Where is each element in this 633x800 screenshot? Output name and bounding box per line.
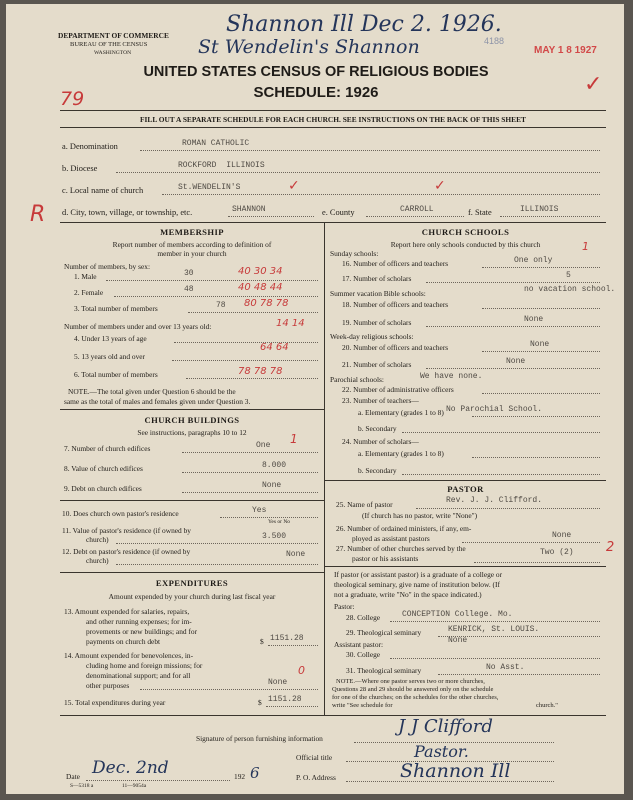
header-rule-bottom [60, 127, 606, 128]
q14-line [140, 689, 318, 690]
q13-value: 1151.28 [270, 634, 304, 643]
table-bottom-rule [60, 715, 606, 716]
q4-label: 4. Under 13 years of age [74, 334, 147, 343]
q17-value: 5 [566, 271, 571, 280]
q27-label-line2: pastor or his assistants [352, 554, 419, 563]
pastor-note-line5: church." [536, 702, 558, 709]
q14-label-line3: denominational support; and for all [86, 671, 191, 680]
state-label: f. State [468, 208, 492, 217]
q26-line [462, 542, 600, 543]
q11-value: 3.500 [262, 532, 287, 541]
by-sex-label: Number of members, by sex: [64, 262, 150, 271]
q15-line [266, 706, 318, 707]
q24b-line [402, 474, 600, 475]
q23a-line [472, 416, 600, 417]
buildings-subheading: See instructions, paragraphs 10 to 12 [137, 428, 247, 437]
po-address-label: P. O. Address [296, 773, 336, 782]
q7-value: One [256, 441, 271, 450]
parochial-schools-label: Parochial schools: [330, 375, 384, 384]
q20-value: None [530, 340, 550, 349]
q14-label-line4: other purposes [86, 681, 130, 690]
q9-label: 9. Debt on church edifices [64, 484, 142, 493]
q7-line [182, 452, 318, 453]
yes-no-caption: Yes or No [268, 519, 291, 525]
assistant-pastor-subheading: Assistant pastor: [334, 640, 384, 649]
q30-line [390, 658, 600, 659]
q19-label: 19. Number of scholars [342, 318, 412, 327]
q12-label-line2: church) [86, 556, 109, 565]
expenditures-subheading: Amount expended by your church during last fiscal year [108, 592, 276, 601]
q3-line [188, 312, 318, 313]
q4-line [174, 342, 318, 343]
q15-label: 15. Total expenditures during year [64, 698, 166, 707]
q14-value: None [268, 678, 288, 687]
q18-line [482, 308, 600, 309]
q8-line [182, 472, 318, 473]
q2-red-correction: 40 48 44 [238, 282, 283, 293]
q26-value: None [552, 531, 572, 540]
q14-red-correction: 0 [298, 664, 305, 677]
q27-red-correction: 2 [606, 540, 615, 555]
signature-value: J J Clifford [398, 716, 493, 737]
handwritten-heading-line2: St Wendelin's Shannon [198, 36, 420, 58]
denomination-value: ROMAN CATHOLIC [182, 139, 250, 148]
q8-label: 8. Value of church edifices [64, 464, 143, 473]
county-line [366, 216, 464, 217]
date-year-digit: 6 [250, 764, 260, 782]
po-address-value: Shannon Ill [400, 760, 511, 782]
q28-label: 28. College [346, 613, 381, 622]
q14-label-line1: 14. Amount expended for benevolences, in- [64, 651, 194, 660]
membership-bottom-rule [60, 409, 324, 410]
graduate-instruction-line2: theological seminary, give name of institution below. (If [334, 580, 500, 589]
membership-intro-line2: member in your church [157, 249, 227, 258]
q5-line [172, 360, 318, 361]
red-number-annotation: 79 [60, 88, 85, 110]
official-title-value: Pastor. [414, 742, 469, 761]
q23a-label: a. Elementary (grades 1 to 8) [358, 408, 444, 417]
schools-intro: Report here only schools conducted by this church [390, 240, 541, 249]
membership-heading: MEMBERSHIP [160, 227, 224, 237]
q24-label: 24. Number of scholars— [342, 437, 419, 446]
pastor-note-line2: Questions 28 and 29 should be answered only on the schedule [332, 686, 494, 693]
q13-label-line4: payments on church debt [86, 637, 161, 646]
official-title-label: Official title [296, 753, 333, 762]
received-date-stamp: MAY 1 8 1927 [534, 45, 597, 56]
q26-label-line1: 26. Number of ordained ministers, if any, em- [336, 524, 472, 533]
q10-label: 10. Does church own pastor's residence [62, 509, 179, 518]
q25-value: Rev. J. J. Clifford. [446, 496, 543, 505]
q6-red-correction: 78 78 78 [238, 366, 283, 377]
q22-line [482, 393, 600, 394]
q3-red-correction: 80 78 78 [244, 298, 289, 309]
q9-value: None [262, 481, 282, 490]
q12-value: None [286, 550, 306, 559]
date-value: Dec. 2nd [92, 758, 169, 778]
q29-label: 29. Theological seminary [346, 628, 422, 637]
q16-value: One only [514, 256, 553, 265]
q7-red-correction: 1 [290, 432, 298, 446]
membership-note-line2: same as the total of males and females given under Question 3. [64, 397, 251, 406]
q19-value: None [524, 315, 544, 324]
q23-label: 23. Number of teachers— [342, 396, 419, 405]
q11-label-line1: 11. Value of pastor's residence (if owned by [62, 526, 191, 535]
buildings-mid-rule [60, 500, 324, 501]
sunday-schools-label: Sunday schools: [330, 249, 379, 258]
q1-value: 30 [184, 269, 194, 278]
q13-dollar-sign: $ [260, 637, 264, 646]
q27-value: Two (2) [540, 548, 574, 557]
buildings-bottom-rule [60, 572, 324, 573]
signature-label: Signature of person furnishing information [196, 734, 323, 743]
denomination-line [140, 150, 600, 151]
form-number-2: 11—9054a [122, 783, 147, 789]
q21-label: 21. Number of scholars [342, 360, 412, 369]
state-line [500, 216, 600, 217]
graduate-instruction-line1: If pastor (or assistant pastor) is a graduate of a college or [334, 570, 503, 579]
q23b-label: b. Secondary [358, 424, 397, 433]
q25-line [416, 508, 600, 509]
table-top-rule [60, 222, 606, 223]
red-check-mark: ✓ [434, 178, 446, 194]
instruction-line: FILL OUT A SEPARATE SCHEDULE FOR EACH CHURCH. SEE INSTRUCTIONS ON THE BACK OF THIS SHEET [140, 115, 526, 124]
q12-line [116, 564, 318, 565]
q16-line [482, 267, 600, 268]
q13-label-line1: 13. Amount expended for salaries, repairs, [64, 607, 190, 616]
date-label: Date [66, 772, 80, 781]
q2-value: 48 [184, 285, 194, 294]
q3-value: 78 [216, 301, 226, 310]
q19-line [426, 326, 600, 327]
q14-label-line2: cluding home and foreign missions; for [86, 661, 203, 670]
q26-label-line2: ployed as assistant pastors [352, 534, 430, 543]
pastor-mid-rule [325, 566, 606, 567]
pastor-subheading: Pastor: [334, 602, 355, 611]
q24a-label: a. Elementary (grades 1 to 8) [358, 449, 444, 458]
q13-line [268, 645, 318, 646]
diocese-label: b. Diocese [62, 164, 98, 173]
q2-line [114, 296, 318, 297]
pastor-heading: PASTOR [447, 484, 484, 494]
q17-line [426, 282, 600, 283]
schools-heading: CHURCH SCHOOLS [421, 227, 510, 237]
county-label: e. County [322, 208, 355, 217]
q12-label-line1: 12. Debt on pastor's residence (if owned by [62, 547, 191, 556]
diocese-line [116, 172, 600, 173]
q17-label: 17. Number of scholars [342, 274, 412, 283]
q8-value: 8.000 [262, 461, 287, 470]
q10-line [220, 517, 318, 518]
city-label: d. City, town, village, or township, etc. [62, 208, 193, 217]
q31-line [438, 674, 600, 675]
weekday-schools-label: Week-day religious schools: [330, 332, 414, 341]
schedule-year: SCHEDULE: 1926 [253, 84, 379, 101]
census-schedule-form [6, 4, 624, 794]
header-rule-top [60, 110, 606, 111]
q28-line [390, 621, 600, 622]
local-name-value: St.WENDELIN'S [178, 183, 241, 192]
q31-value: No Asst. [486, 663, 525, 672]
q27-line [474, 562, 600, 563]
schools-bottom-rule [325, 480, 606, 481]
q30-label: 30. College [346, 650, 381, 659]
membership-intro-line1: Report number of members according to definition of [112, 240, 272, 249]
local-name-label: c. Local name of church [62, 186, 144, 195]
membership-note-line1: NOTE.—The total given under Question 6 should be the [68, 387, 236, 396]
city-name: WASHINGTON [94, 50, 132, 56]
parochial-schools-value: We have none. [420, 372, 483, 381]
q10-value: Yes [252, 506, 267, 515]
column-divider [324, 222, 325, 716]
q25-label: 25. Name of pastor [336, 500, 393, 509]
q7-label: 7. Number of church edifices [64, 444, 151, 453]
buildings-heading: CHURCH BUILDINGS [144, 415, 240, 425]
pastor-note-line3: for one of the churches; on the schedules for the other churches, [332, 694, 499, 701]
q5-red-correction: 64 64 [260, 342, 289, 353]
local-name-line [162, 194, 600, 195]
date-year-prefix: 192 [234, 772, 246, 781]
q31-label: 31. Theological seminary [346, 666, 422, 675]
q20-line [482, 351, 600, 352]
q20-label: 20. Number of officers and teachers [342, 343, 449, 352]
department-name: DEPARTMENT OF COMMERCE [58, 31, 169, 40]
q11-label-line2: church) [86, 535, 109, 544]
q5-label: 5. 13 years old and over [74, 352, 146, 361]
red-check-mark: ✓ [288, 178, 300, 194]
q1-line [106, 280, 318, 281]
q29-value: KENRICK, St. LOUIS. [448, 625, 540, 634]
q13-label-line3: provements or new buildings; and for [86, 627, 198, 636]
q15-dollar-sign: $ [258, 698, 262, 707]
red-margin-mark: R [30, 202, 46, 227]
q1-red-correction: 40 30 34 [238, 266, 283, 277]
pastor-note-line1: NOTE.—Where one pastor serves two or more churches, [336, 678, 485, 685]
form-title: UNITED STATES CENSUS OF RELIGIOUS BODIES [143, 64, 489, 80]
q27-label-line1: 27. Number of other churches served by the [336, 544, 466, 553]
q6-label: 6. Total number of members [74, 370, 158, 379]
denomination-label: a. Denomination [62, 142, 118, 151]
summer-schools-label: Summer vacation Bible schools: [330, 289, 426, 298]
graduate-instruction-line3: not a graduate, write "No" in the space indicated.) [334, 590, 482, 599]
q16-red-correction: 1 [582, 240, 589, 253]
form-number: S—5318 a [70, 783, 94, 789]
bureau-name: BUREAU OF THE CENSUS [70, 41, 148, 48]
assistant-pastor-value: None [448, 636, 468, 645]
red-check-mark: ✓ [584, 72, 603, 97]
q23a-value: No Parochial School. [446, 405, 543, 414]
q2-label: 2. Female [74, 288, 104, 297]
q23b-line [402, 432, 600, 433]
q16-label: 16. Number of officers and teachers [342, 259, 449, 268]
q24a-line [472, 457, 600, 458]
age-red-correction: 14 14 [276, 318, 305, 329]
county-value: CARROLL [400, 205, 434, 214]
q28-value: CONCEPTION College. Mo. [402, 610, 513, 619]
city-value: SHANNON [232, 205, 266, 214]
q3-label: 3. Total number of members [74, 304, 158, 313]
age-label: Number of members under and over 13 years old: [64, 322, 212, 331]
q9-line [182, 492, 318, 493]
q21-value: None [506, 357, 526, 366]
pastor-note-line4: write "See schedule for [332, 702, 393, 709]
q25-note: (If church has no pastor, write "None") [362, 511, 478, 520]
handwritten-heading-line1: Shannon Ill Dec 2. 1926. [226, 12, 502, 37]
q22-label: 22. Number of administrative officers [342, 385, 454, 394]
date-line [86, 780, 230, 781]
expenditures-heading: EXPENDITURES [155, 578, 229, 588]
summer-schools-value: no vacation school. [524, 285, 616, 294]
q11-line [116, 543, 318, 544]
q15-value: 1151.28 [268, 695, 302, 704]
q21-line [426, 368, 600, 369]
received-number-stamp: 4188 [484, 36, 505, 46]
diocese-value: ROCKFORD ILLINOIS [178, 161, 265, 170]
q13-label-line2: and other running expenses; for im- [86, 617, 192, 626]
q6-line [186, 378, 318, 379]
state-value: ILLINOIS [520, 205, 559, 214]
q24b-label: b. Secondary [358, 466, 397, 475]
q18-label: 18. Number of officers and teachers [342, 300, 449, 309]
q1-label: 1. Male [74, 272, 97, 281]
city-line [228, 216, 314, 217]
